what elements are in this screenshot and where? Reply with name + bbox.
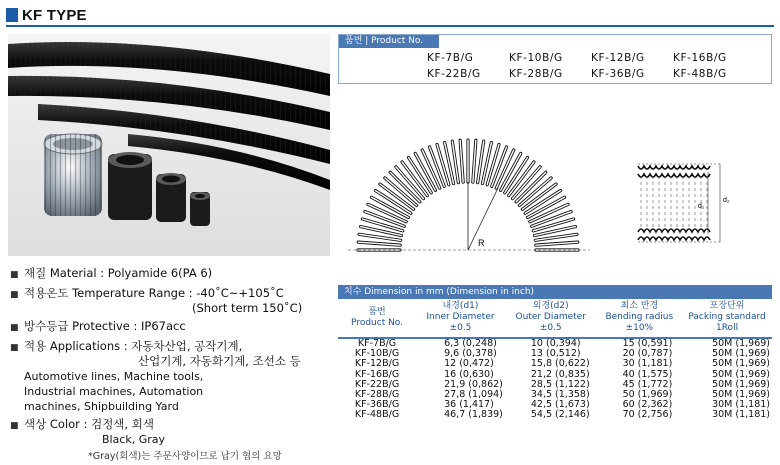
table-cell: 30 (1,181) <box>622 358 673 370</box>
silver-sample <box>44 134 102 216</box>
column-header-ko: 내경(d1) <box>442 301 479 311</box>
column-header <box>682 299 772 338</box>
table-cell: 10 (0,394) <box>530 338 581 349</box>
table-cell: KF-16B/G <box>354 368 400 380</box>
table-cell: 50M (1,969) <box>712 389 770 401</box>
product-number: KF-22B/G <box>427 68 481 80</box>
spec-applications-line: 산업기계, 자동화기계, 조선소 등 <box>138 354 301 368</box>
table-cell: KF-7B/G <box>357 338 397 349</box>
product-number-box <box>338 34 772 84</box>
spec-material-text: 재질 Material : Polyamide 6(PA 6) <box>24 266 213 280</box>
table-cell: KF-22B/G <box>354 378 400 390</box>
column-header-tol: ±0.5 <box>449 323 472 333</box>
table-cell: KF-10B/G <box>354 348 400 360</box>
product-number: KF-28B/G <box>509 68 563 80</box>
table-cell: 40 (1,575) <box>622 368 673 380</box>
conduit-illustration <box>8 34 330 256</box>
column-header-en: Outer Diameter <box>515 312 586 322</box>
column-header-en: Product No. <box>351 317 404 328</box>
column-header <box>597 299 683 338</box>
black-sample-small <box>190 192 210 226</box>
product-number: KF-10B/G <box>509 52 563 64</box>
table-cell: KF-28B/G <box>354 389 400 401</box>
table-cell: KF-48B/G <box>354 409 400 421</box>
table-cell: 21,2 (0,835) <box>530 368 590 380</box>
table-row <box>338 410 772 420</box>
product-number: KF-16B/G <box>673 52 727 64</box>
dimension-header: 치수 Dimension in mm (Dimension in inch) <box>338 285 772 299</box>
section-header <box>6 6 87 24</box>
spec-protective <box>10 319 330 336</box>
section-wall <box>638 166 710 169</box>
column-header <box>505 299 597 338</box>
radius-label: R <box>478 238 485 248</box>
spec-material <box>10 266 330 283</box>
product-number: KF-7B/G <box>427 52 474 64</box>
table-cell: KF-36B/G <box>354 399 400 411</box>
table-cell: 13 (0,512) <box>530 348 581 360</box>
black-sample-medium <box>156 173 186 222</box>
table-cell: 34,5 (1,358) <box>530 389 590 401</box>
column-header-ko: 최소 반경 <box>620 301 659 311</box>
product-photo <box>8 34 330 256</box>
table-cell: 30M (1,181) <box>712 399 770 411</box>
column-header-ko: 품번 <box>368 306 386 317</box>
table-cell: 36 (1,417) <box>444 399 494 411</box>
section-wall <box>638 174 710 177</box>
table-cell: 6,3 (0,248) <box>444 338 497 349</box>
dimension-table-panel <box>338 285 772 457</box>
table-cell: 50 (1,969) <box>622 389 673 401</box>
section-wall <box>638 237 710 240</box>
gray-order-note: *Gray(회색)는 주문사양이므로 납기 협의 요망 <box>88 451 282 462</box>
table-cell: 21,9 (0,862) <box>444 378 503 390</box>
column-header-tol: ±0.5 <box>539 323 562 333</box>
spec-applications <box>10 339 330 414</box>
bending-arc-drawing <box>348 140 590 250</box>
column-header <box>416 299 505 338</box>
column-header-ko: 포장단위 <box>709 301 745 311</box>
spec-applications-text: 적용 Applications : 자동차산업, 공작기계, <box>24 339 243 353</box>
table-cell: 30M (1,181) <box>712 409 770 421</box>
table-cell: 50M (1,969) <box>712 338 770 349</box>
spec-applications-line: Industrial machines, Automation <box>24 385 204 398</box>
title-accent-bar <box>6 8 18 22</box>
page-title: KF TYPE <box>22 6 87 24</box>
column-header-en: Inner Diameter <box>426 312 495 322</box>
bullet-icon: ■ <box>10 323 19 333</box>
spec-color-en: Black, Gray <box>102 433 166 446</box>
bend-and-section-drawing <box>338 90 772 278</box>
spec-applications-line: Automotive lines, Machine tools, <box>24 370 204 383</box>
table-cell: 50M (1,969) <box>712 378 770 390</box>
table-cell: 16 (0,630) <box>444 368 494 380</box>
table-cell: 46,7 (1,839) <box>444 409 503 421</box>
product-number-grid <box>427 52 755 80</box>
table-cell: 9,6 (0,378) <box>444 348 497 360</box>
table-cell: KF-12B/G <box>354 358 400 370</box>
column-header-tol: 1Roll <box>715 323 739 333</box>
table-cell: 45 (1,772) <box>622 378 673 390</box>
table-cell: 15 (0,591) <box>622 338 673 349</box>
specifications <box>10 266 330 450</box>
table-cell: 50M (1,969) <box>712 368 770 380</box>
spec-applications-line: machines, Shipbuilding Yard <box>24 400 179 413</box>
bullet-icon: ■ <box>10 421 19 431</box>
column-header-en: Packing standard <box>688 312 766 322</box>
table-cell: 27,8 (1,094) <box>444 389 503 401</box>
column-header-en: Bending radius <box>605 312 674 322</box>
section-wall <box>638 229 710 232</box>
table-cell: 28,5 (1,122) <box>530 378 590 390</box>
bullet-icon: ■ <box>10 290 19 300</box>
product-number: KF-12B/G <box>591 52 645 64</box>
table-cell: 12 (0,472) <box>444 358 494 370</box>
column-header-tol: ±10% <box>625 323 654 333</box>
column-header-ko: 외경(d2) <box>532 301 569 311</box>
table-cell: 42,5 (1,673) <box>530 399 590 411</box>
bullet-icon: ■ <box>10 270 19 280</box>
product-number-header: 품번 | Product No. <box>339 35 439 48</box>
spec-temperature-short: (Short term 150˚C) <box>192 301 303 315</box>
spec-protective-text: 방수등급 Protective : IP67acc <box>24 319 186 333</box>
table-cell: 60 (2,362) <box>622 399 673 411</box>
technical-diagram <box>338 90 772 278</box>
d2-label: d₂ <box>723 197 730 204</box>
spec-temperature <box>10 286 330 316</box>
bullet-icon: ■ <box>10 343 19 353</box>
spec-color-text: 색상 Color : 검정색, 회색 <box>24 417 154 431</box>
column-header <box>338 299 416 338</box>
table-cell: 50M (1,969) <box>712 358 770 370</box>
product-number: KF-36B/G <box>591 68 645 80</box>
d1-label: d₁ <box>698 203 705 210</box>
table-cell: 50M (1,969) <box>712 348 770 360</box>
table-cell: 54,5 (2,146) <box>530 409 590 421</box>
header-rule <box>6 25 774 27</box>
product-number: KF-48B/G <box>673 68 727 80</box>
table-cell: 15,8 (0,622) <box>530 358 590 370</box>
spec-temperature-text: 적용온도 Temperature Range : -40˚C~+105˚C <box>24 286 284 300</box>
black-sample-large <box>108 152 152 220</box>
spec-color <box>10 417 330 447</box>
dimension-table <box>338 299 772 421</box>
table-cell: 70 (2,756) <box>622 409 673 421</box>
table-cell: 20 (0,787) <box>622 348 673 360</box>
